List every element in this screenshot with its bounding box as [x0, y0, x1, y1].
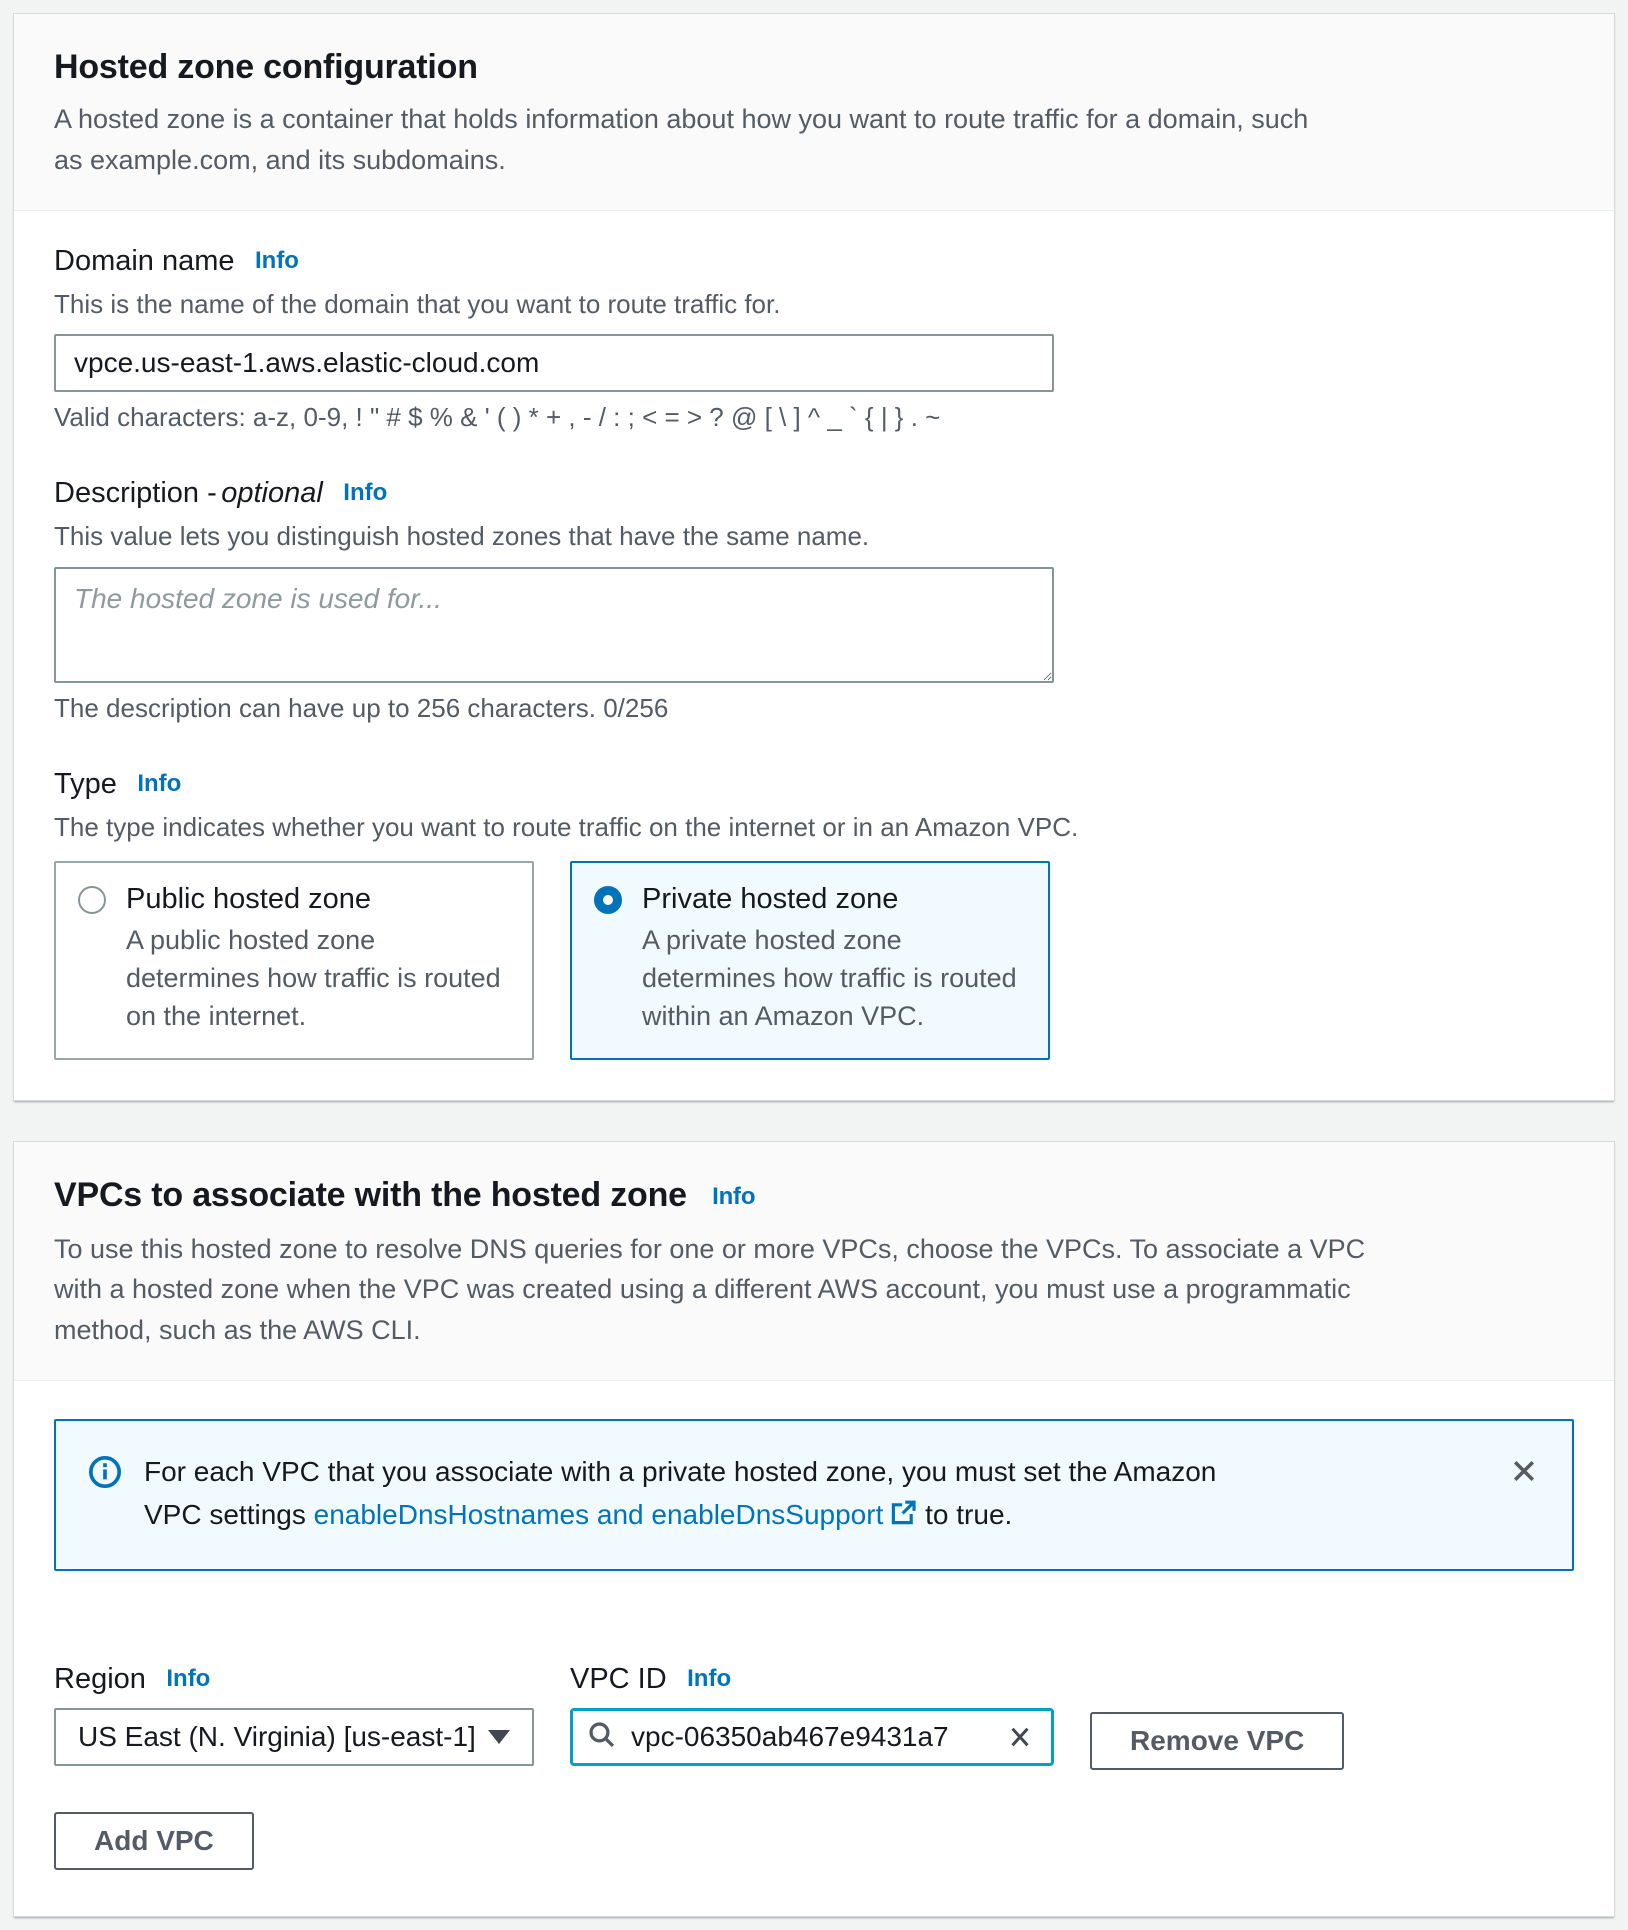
- vpc-association-row: [54, 1663, 1574, 1770]
- description-label: Description -: [54, 477, 217, 510]
- remove-vpc-column: [1090, 1663, 1344, 1770]
- type-info-link[interactable]: Info: [137, 769, 182, 797]
- domain-name-helper: This is the name of the domain that you want to route traffic for.: [54, 289, 781, 319]
- clear-vpc-id-button[interactable]: [1003, 1720, 1037, 1754]
- close-icon: [1508, 1475, 1540, 1490]
- region-info-link[interactable]: Info: [166, 1665, 211, 1693]
- public-hosted-zone-tile[interactable]: [54, 861, 534, 1059]
- vpc-id-search-box: [570, 1708, 1054, 1766]
- public-hosted-zone-description: A public hosted zone determines how traffic is routed on the internet.: [126, 925, 501, 1031]
- description-helper: This value lets you distinguish hosted zones that have the same name.: [54, 521, 870, 552]
- region-selected-value: US East (N. Virginia) [us-east-1]: [78, 1721, 476, 1753]
- vpcs-card-header: [14, 1142, 1614, 1382]
- vpcs-card-description: To use this hosted zone to resolve DNS queries for one or more VPCs, choose the VPCs. To associate a VPC with a hosted zone when the VPC was created using a different AWS account, you must use a programmatic method, such as the AWS CLI.: [54, 1233, 1366, 1345]
- hosted-zone-card-title: Hosted zone configuration: [54, 48, 478, 86]
- remove-vpc-button[interactable]: Remove VPC: [1090, 1712, 1344, 1770]
- vpcs-associate-card: [13, 1141, 1615, 1918]
- domain-name-input[interactable]: [54, 334, 1054, 392]
- vpc-id-column: [570, 1663, 1054, 1770]
- private-hosted-zone-tile[interactable]: [570, 861, 1050, 1059]
- external-link-icon: [889, 1502, 917, 1533]
- description-info-link[interactable]: Info: [343, 479, 388, 507]
- vpc-id-label: VPC ID: [570, 1663, 667, 1696]
- region-select[interactable]: [54, 1708, 534, 1766]
- clear-x-icon: [1005, 1740, 1035, 1755]
- type-label: Type: [54, 767, 117, 800]
- alert-text-before: For each VPC that you associate with a private hosted zone, you must set the Amazon VPC settings: [144, 1456, 1217, 1530]
- region-label: Region: [54, 1663, 146, 1696]
- add-vpc-button[interactable]: Add VPC: [54, 1812, 254, 1870]
- private-hosted-zone-label: Private hosted zone: [642, 883, 899, 916]
- alert-close-button[interactable]: [1504, 1451, 1544, 1491]
- description-constraint: The description can have up to 256 characters. 0/256: [54, 692, 669, 723]
- region-column: [54, 1663, 534, 1770]
- domain-name-info-link[interactable]: Info: [254, 247, 299, 274]
- hosted-zone-configuration-card: [13, 13, 1615, 1101]
- vpcs-info-link[interactable]: Info: [712, 1182, 756, 1210]
- private-hosted-zone-description: A private hosted zone determines how traffic is routed within an Amazon VPC.: [642, 925, 1017, 1031]
- vpc-settings-info-alert: [54, 1419, 1574, 1571]
- domain-name-constraint: Valid characters: a-z, 0-9, ! " # $ % & ' ( ) * + , - / : ; < = > ? @ [ \ ] ^ _ ` { | } . ~: [54, 402, 941, 433]
- domain-name-field: [54, 245, 1574, 433]
- public-hosted-zone-label: Public hosted zone: [126, 883, 372, 916]
- enable-dns-link[interactable]: enableDnsHostnames and enableDnsSupport: [314, 1499, 918, 1530]
- alert-message: [144, 1451, 1274, 1539]
- domain-name-label: Domain name: [54, 245, 235, 277]
- type-field: [54, 768, 1574, 1060]
- vpc-id-input[interactable]: [629, 1720, 1003, 1754]
- private-hosted-zone-radio[interactable]: [594, 886, 622, 914]
- chevron-down-icon: [488, 1730, 510, 1744]
- description-textarea[interactable]: [54, 567, 1054, 683]
- search-icon: [587, 1720, 617, 1755]
- info-circle-icon: [88, 1455, 122, 1494]
- public-hosted-zone-radio[interactable]: [78, 886, 106, 914]
- alert-text-after: to true.: [925, 1498, 1013, 1530]
- hosted-zone-card-description: A hosted zone is a container that holds information about how you want to route traffic for a domain, such as example.com, and its subdomains.: [54, 104, 1309, 175]
- vpcs-card-title: VPCs to associate with the hosted zone: [54, 1175, 687, 1214]
- description-field: [54, 477, 1574, 723]
- hosted-zone-card-body: [14, 211, 1614, 1100]
- description-optional-label: optional: [221, 477, 323, 510]
- vpcs-card-body: [14, 1381, 1614, 1916]
- vpc-id-info-link[interactable]: Info: [687, 1665, 732, 1693]
- hosted-zone-card-header: [14, 14, 1614, 211]
- type-helper: The type indicates whether you want to route traffic on the internet or in an Amazon VPC.: [54, 811, 1079, 842]
- type-radio-group: [54, 861, 1574, 1059]
